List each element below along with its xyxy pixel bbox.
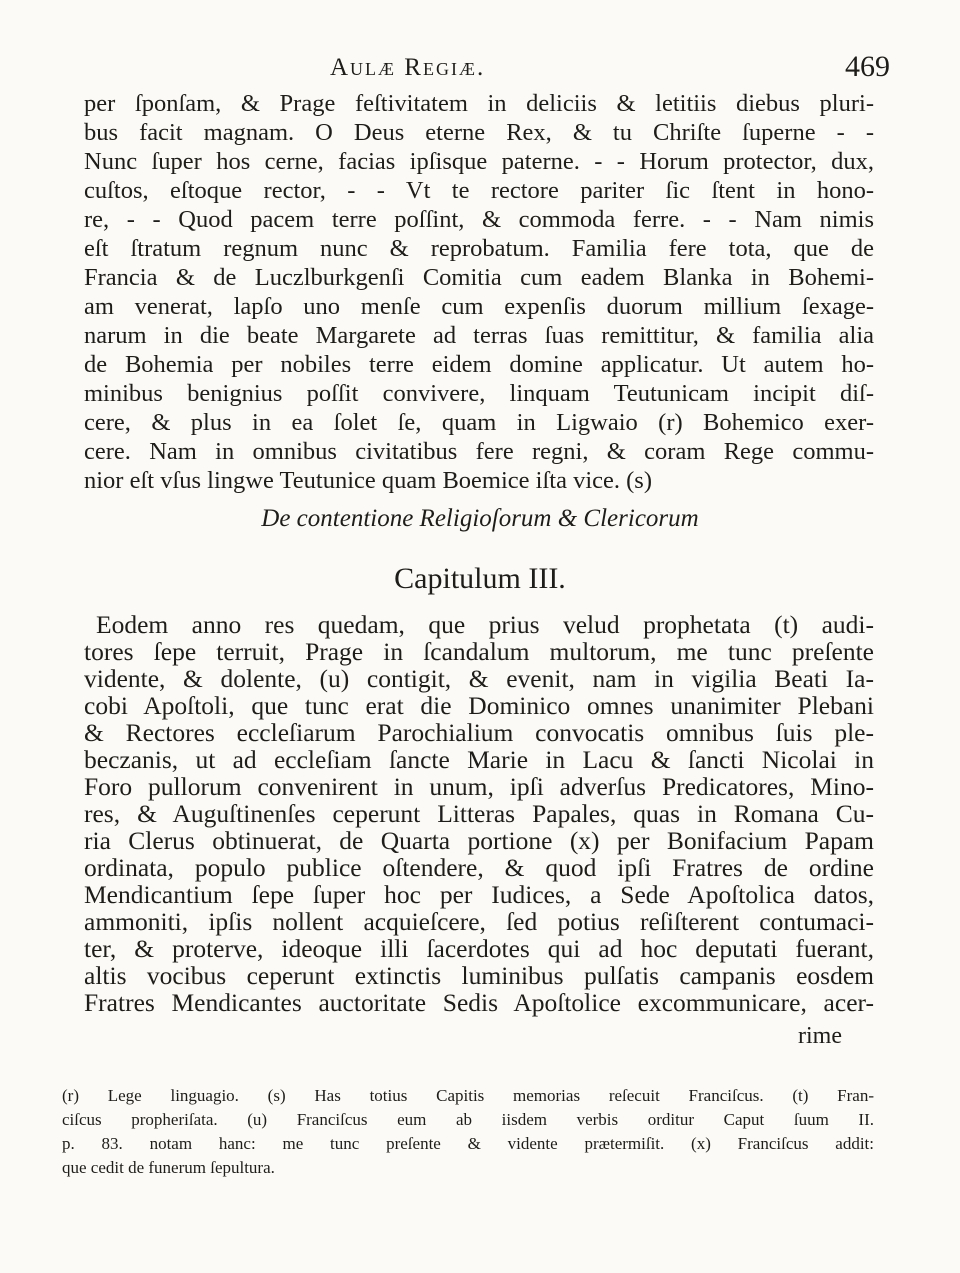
text-line: narum in die beate Margarete ad terras ſuas remittitur, & familia alia — [84, 322, 874, 349]
text-line: cere, & plus in ea ſolet ſe, quam in Ligwaio (r) Bohemico exer- — [84, 409, 874, 436]
catchword: rime — [798, 1023, 842, 1049]
chapter-title: Capitulum III. — [394, 562, 566, 595]
footnote-line: (r) Lege linguagio. (s) Has totius Capitis memorias reſecuit Franciſcus. (t) Fran- — [62, 1086, 874, 1105]
text-line: cuſtos, eſtoque rector, - - Vt te rectore pariter ſic ſtent in hono- — [84, 177, 874, 204]
footnote-line: ciſcus propheriſata. (u) Franciſcus eum ab iisdem verbis orditur Caput ſuum II. — [62, 1110, 874, 1129]
footnote-line: p. 83. notam hanc: me tunc preſente & vidente prætermiſit. (x) Franciſcus addit: — [62, 1134, 874, 1153]
text-line: Eodem anno res quedam, que prius velud prophetata (t) audi- — [96, 610, 874, 639]
text-line: altis vocibus ceperunt extinctis luminibus pulſatis campanis eosdem — [84, 961, 874, 990]
text-line: eſt ſtratum regnum nunc & reprobatum. Familia fere tota, que de — [84, 235, 874, 262]
text-line: ammoniti, ipſis nollent acquieſcere, ſed potius reſiſterent contumaci- — [84, 907, 874, 936]
text-line: Nunc ſuper hos cerne, facias ipſisque paterne. - - Horum protector, dux, — [84, 148, 874, 175]
text-line: am venerat, lapſo uno menſe cum expenſis duorum millium ſexage- — [84, 293, 874, 320]
text-line: per ſponſam, & Prage feſtivitatem in deliciis & letitiis diebus pluri- — [84, 90, 874, 117]
text-line: ria Clerus obtinuerat, de Quarta portione (x) per Bonifacium Papam — [84, 826, 874, 855]
text-line: res, & Auguſtinenſes ceperunt Litteras Papales, quas in Romana Cu- — [84, 799, 874, 828]
text-line: Francia & de Luczlburkgenſi Comitia cum eadem Blanka in Bohemi- — [84, 264, 874, 291]
text-line: Foro pullorum convenirent in unum, ipſi adverſus Predicatores, Mino- — [84, 772, 874, 801]
text-line: vidente, & dolente, (u) contigit, & evenit, nam in vigilia Beati Ia- — [84, 664, 874, 693]
text-line: bus facit magnam. O Deus eterne Rex, & tu Chriſte ſuperne - - — [84, 119, 874, 146]
text-line: nior eſt vſus lingwe Teutunice quam Boemice iſta vice. (s) — [84, 467, 652, 494]
section-title: De contentione Religioſorum & Clericorum — [261, 505, 699, 532]
text-line: & Rectores eccleſiarum Parochialium convocatis omnibus ſuis ple- — [84, 718, 874, 747]
running-head — [0, 50, 960, 90]
footnote-line: que cedit de funerum ſepultura. — [62, 1158, 275, 1177]
page-number: 469 — [845, 50, 890, 83]
text-line: ordinata, populo publice oſtendere, & quod ipſi Fratres de ordine — [84, 853, 874, 882]
text-line: de Bohemia per nobiles terre eidem domine applicatur. Ut autem ho- — [84, 351, 874, 378]
text-line: minibus benignius poſſit convivere, linquam Teutunicam incipit diſ- — [84, 380, 874, 407]
running-title: Aulæ Regiæ. — [330, 54, 486, 81]
text-line: beczanis, ut ad eccleſiam ſancte Marie in Lacu & ſancti Nicolai in — [84, 745, 874, 774]
text-line: Mendicantium ſepe ſuper hoc per Iudices, a Sede Apoſtolica datos, — [84, 880, 874, 909]
text-line: tores ſepe terruit, Prage in ſcandalum multorum, me tunc preſente — [84, 637, 874, 666]
text-line: ter, & proterve, ideoque illi ſacerdotes qui ad hoc deputati fuerant, — [84, 934, 874, 963]
text-line: re, - - Quod pacem terre poſſint, & commoda ferre. - - Nam nimis — [84, 206, 874, 233]
text-line: cere. Nam in omnibus civitatibus fere regni, & coram Rege commu- — [84, 438, 874, 465]
text-line: cobi Apoſtoli, que tunc erat die Dominico omnes unanimiter Plebani — [84, 691, 874, 720]
text-line: Fratres Mendicantes auctoritate Sedis Apoſtolice excommunicare, acer- — [84, 988, 874, 1017]
